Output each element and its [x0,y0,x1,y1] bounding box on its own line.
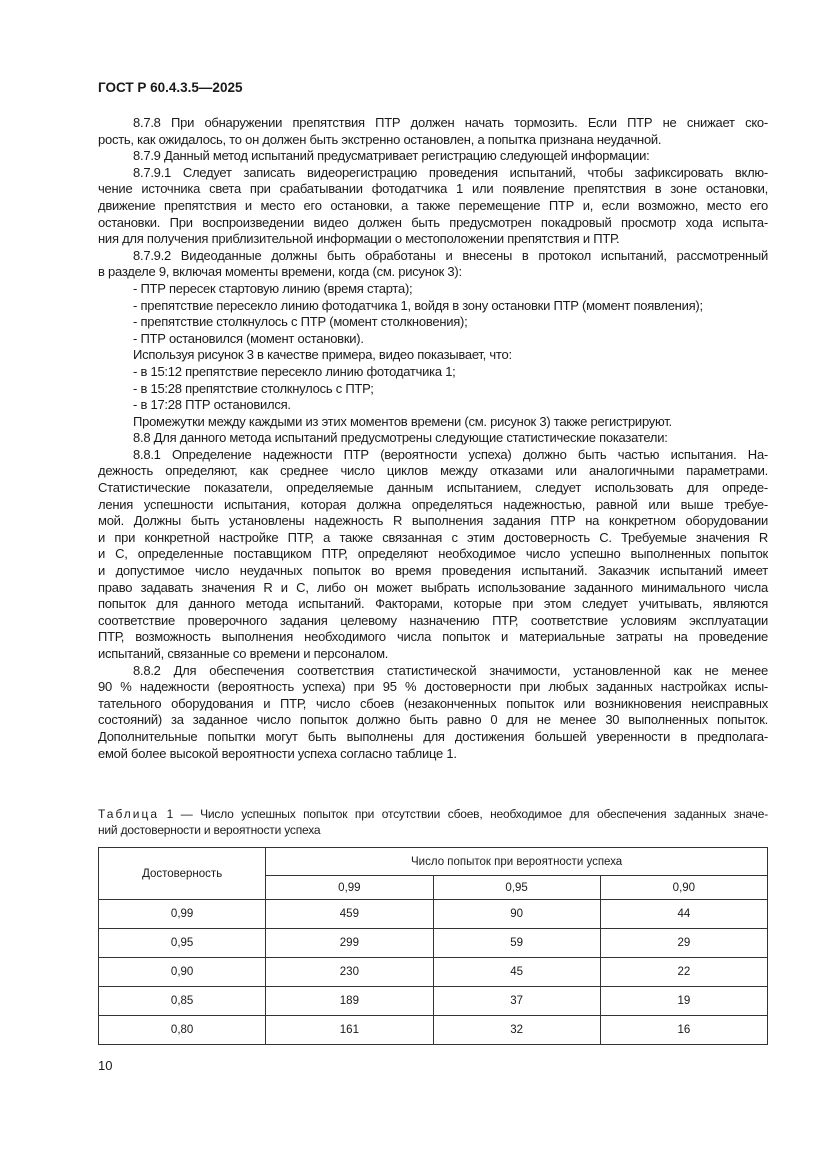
text-line: и C, определенные поставщиком ПТР, определяют необходимое число успешно выполненных попыток [98,546,768,562]
document-header: ГОСТ Р 60.4.3.5—2025 [98,80,243,95]
paragraph [98,447,768,663]
text-line: - ПТР пересек стартовую линию (время старта); [133,280,413,296]
cell-attempts: 59 [433,929,600,958]
table-row [99,1016,768,1045]
cell-attempts: 90 [433,900,600,929]
text-line: тательного оборудования и ПТР, число сбоев (незаконченных попыток или возникновения неисправных [98,695,768,711]
table-row [99,900,768,929]
data-table [98,847,768,1045]
text-line: дежность определяют, как среднее число циклов между отказами или аналогичными параметрами. [98,463,768,479]
table-label: Таблица [98,807,160,821]
cell-confidence: 0,95 [99,929,266,958]
header-confidence: Достоверность [99,848,266,900]
cell-attempts: 16 [600,1016,767,1045]
table-caption [98,806,768,838]
cell-attempts: 44 [600,900,767,929]
header-prob-3: 0,90 [600,876,767,900]
paragraph [98,314,768,331]
text-line: 8.7.9 Данный метод испытаний предусматривает регистрацию следующей информации: [133,148,650,164]
paragraph [98,414,768,431]
paragraph [98,364,768,381]
paragraph [98,331,768,348]
text-line: - препятствие пересекло линию фотодатчика 1, войдя в зону остановки ПТР (момент появления); [133,297,703,313]
cell-confidence: 0,90 [99,958,266,987]
text-line: - препятствие столкнулось с ПТР (момент столкновения); [133,314,468,330]
text-line: 8.8.1 Определение надежности ПТР (вероятности успеха) должно быть частью испытания. На- [133,446,768,462]
text-line: в разделе 9, включая моменты времени, когда (см. рисунок 3): [98,264,462,280]
cell-confidence: 0,80 [99,1016,266,1045]
paragraph [98,165,768,248]
paragraph [98,115,768,148]
text-line: 8.8.2 Для обеспечения соответствия статистической значимости, установленной как не менее [133,662,768,678]
header-success-probability: Число попыток при вероятности успеха [266,848,768,876]
text-line: - в 15:28 препятствие столкнулось с ПТР; [133,380,374,396]
paragraph [98,248,768,281]
paragraph [98,397,768,414]
cell-attempts: 230 [266,958,433,987]
table-row [99,958,768,987]
text-line: 8.7.8 При обнаружении препятствия ПТР должен начать тормозить. Если ПТР не снижает ско- [133,115,768,130]
text-line: Статистические показатели, определяемые данным испытанием, следует использовать для опреде- [98,480,768,496]
text-line: остановки. При воспроизведении видео должен быть предусмотрен покадровый просмотр хода испыта- [98,214,768,230]
text-line: испытаний, связанные со времени и персоналом. [98,646,389,661]
paragraph [98,298,768,315]
paragraph [98,663,768,763]
text-line: 90 % надежности (вероятность успеха) при 95 % достоверности при любых заданных настройках испы- [98,679,768,695]
text-line: попыток для данного метода испытаний. Факторами, которые при этом следует учитывать, являются [98,596,768,612]
text-line: Дополнительные попытки могут быть выполнены для достижения большей уверенности в предполага- [98,728,768,744]
text-line: мой. Должны быть установлены надежность R выполнения задания ПТР на конкретном оборудовании [98,513,768,529]
text-line: право задавать значения R и C, либо он может выбрать использование заданного минимального числа [98,579,768,595]
cell-attempts: 37 [433,987,600,1016]
text-line: емой более высокой вероятности успеха согласно таблице 1. [98,745,457,761]
cell-attempts: 29 [600,929,767,958]
text-line: 8.7.9.2 Видеоданные должны быть обработаны и внесены в протокол испытаний, рассмотренный [133,247,768,263]
table-caption-line2: ний достоверности и вероятности успеха [98,823,321,837]
page-number: 10 [98,1058,113,1073]
cell-attempts: 32 [433,1016,600,1045]
text-line: 8.7.9.1 Следует записать видеорегистрацию проведения испытаний, чтобы зафиксировать вклю- [133,164,768,180]
paragraph [98,381,768,398]
cell-attempts: 19 [600,987,767,1016]
text-line: ПТР, возможность выполнения необходимого числа попыток и материальные затраты на проведение [98,629,768,645]
text-line: - в 15:12 препятствие пересекло линию фотодатчика 1; [133,363,456,379]
text-line: состояний) за заданное число попыток должно быть равно 0 для не менее 30 выполненных попыток. [98,712,768,728]
text-line: и при конкретной настройке ПТР, а также связанная с этим достоверность C. Требуемые значения R [98,529,768,545]
text-line: чение источника света при срабатывании фотодатчика 1 или появление препятствия в зоне остановки, [98,181,768,197]
cell-attempts: 22 [600,958,767,987]
text-line: движение препятствия и место его остановки, а также перемещение ПТР и, если возможно, место его [98,197,768,213]
text-line: ния для получения приблизительной информации о местоположении препятствия и ПТР. [98,231,620,247]
text-line: - в 17:28 ПТР остановился. [133,397,291,413]
cell-attempts: 459 [266,900,433,929]
paragraph [98,148,768,165]
text-line: 8.8 Для данного метода испытаний предусмотрены следующие статистические показатели: [133,430,668,446]
paragraph [98,430,768,447]
cell-confidence: 0,99 [99,900,266,929]
text-line: Промежутки между каждыми из этих моментов времени (см. рисунок 3) также регистрируют. [133,413,672,429]
text-line: ления успешности испытания, которая должна определяться надежностью, равной или выше требуе- [98,496,768,512]
text-line: и допустимое число неудачных попыток во время проведения испытаний. Заказчик испытаний имеет [98,563,768,579]
text-line: Используя рисунок 3 в качестве примера, видео показывает, что: [133,347,512,363]
text-line: - ПТР остановился (момент остановки). [133,330,364,346]
cell-attempts: 189 [266,987,433,1016]
cell-attempts: 299 [266,929,433,958]
cell-confidence: 0,85 [99,987,266,1016]
table-row [99,987,768,1016]
paragraph [98,347,768,364]
cell-attempts: 45 [433,958,600,987]
text-line: рость, как ожидалось, то он должен быть экстренно остановлен, а попытка признана неудачной. [98,131,662,147]
text-line: соответствие проверочного задания целевому назначению ПТР, соответствие условиям эксплуатации [98,612,768,628]
cell-attempts: 161 [266,1016,433,1045]
table-caption-line1: 1 — Число успешных попыток при отсутствии сбоев, необходимое для обеспечения заданных значе- [159,807,768,821]
paragraph [98,281,768,298]
body-text [98,115,768,762]
header-prob-2: 0,95 [433,876,600,900]
table-row [99,929,768,958]
header-prob-1: 0,99 [266,876,433,900]
